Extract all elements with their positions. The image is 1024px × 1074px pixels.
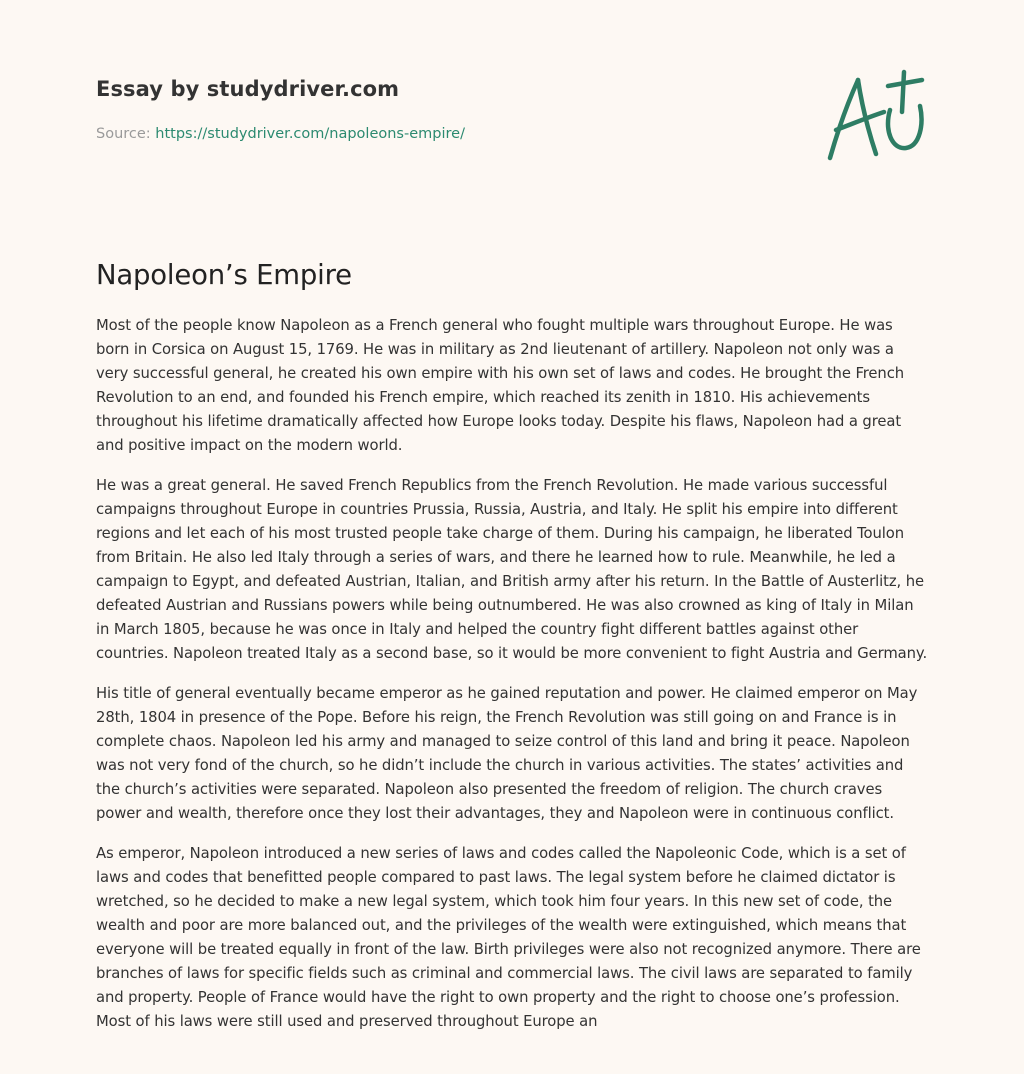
essay-body <box>96 314 928 1050</box>
page-header <box>96 74 816 144</box>
essay-paragraph: He was a great general. He saved French Republics from the French Revolution. He made various successful campaigns throughout Europe in countries Prussia, Russia, Austria, and Italy. He split his empire into different regions and let each of his most trusted people take charge of them. During his campaign, he liberated Toulon from Britain. He also led Italy through a series of wars, and there he learned how to rule. Meanwhile, he led a campaign to Egypt, and defeated Austrian, Italian, and British army after his return. In the Battle of Austerlitz, he defeated Austrian and Russians powers while being outnumbered. He was also crowned as king of Italy in Milan in March 1805, because he was once in Italy and helped the country fight different battles against other countries. Napoleon treated Italy as a second base, so it would be more convenient to fight Austria and Germany. <box>96 477 928 662</box>
a-plus-logo-icon <box>822 66 932 166</box>
source-label: Source: <box>96 126 151 142</box>
essay-paragraph: Most of the people know Napoleon as a French general who fought multiple wars throughout Europe. He was born in Corsica on August 15, 1769. He was in military as 2nd lieutenant of artillery. Napoleon not only was a very successful general, he created his own empire with his own set of laws and codes. He brought the French Revolution to an end, and founded his French empire, which reached its zenith in 1810. His achievements throughout his lifetime dramatically affected how Europe looks today. Despite his flaws, Napoleon had a great and positive impact on the modern world. <box>96 317 905 454</box>
essay-title: Napoleon’s Empire <box>96 259 352 291</box>
site-title: Essay by studydriver.com <box>96 77 400 101</box>
source-line <box>96 124 816 144</box>
essay-paragraph: As emperor, Napoleon introduced a new series of laws and codes called the Napoleonic Code, which is a set of laws and codes that benefitted people compared to past laws. The legal system before he claimed dictator is wretched, so he decided to make a new legal system, which took him four years. In this new set of code, the wealth and poor are more balanced out, and the privileges of the wealth were extinguished, which means that everyone will be treated equally in front of the law. Birth privileges were also not recognized anymore. There are branches of laws for specific fields such as criminal and commercial laws. The civil laws are separated to family and property. People of France would have the right to own property and the right to choose one’s profession. Most of his laws were still used and preserved throughout Europe an <box>96 845 921 1030</box>
source-link[interactable]: https://studydriver.com/napoleons-empire/ <box>155 126 465 142</box>
essay-paragraph: His title of general eventually became emperor as he gained reputation and power. He claimed emperor on May 28th, 1804 in presence of the Pope. Before his reign, the French Revolution was still going on and France is in complete chaos. Napoleon led his army and managed to seize control of this land and bring it peace. Napoleon was not very fond of the church, so he didn’t include the church in various activities. The states’ activities and the church’s activities were separated. Napoleon also presented the freedom of religion. The church craves power and wealth, therefore once they lost their advantages, they and Napoleon were in continuous conflict. <box>96 685 918 822</box>
